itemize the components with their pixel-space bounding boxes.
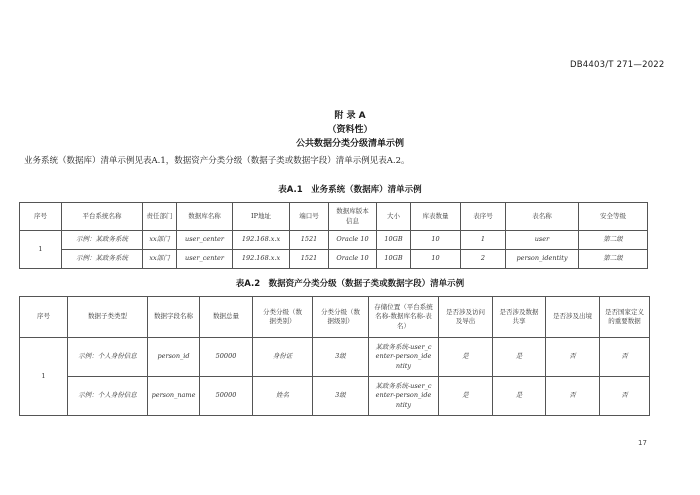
col-header: 是否涉及数据共享	[493, 297, 546, 338]
col-header: 库表数量	[411, 203, 461, 231]
db-name-cell: user_center	[177, 231, 233, 250]
col-header: 存储位置（平台系统名称-数据库名称-表名）	[369, 297, 439, 338]
table-no-cell: 2	[461, 250, 506, 269]
field-cell: person_name	[148, 377, 200, 416]
col-header: 表名称	[506, 203, 579, 231]
col-header: IP地址	[233, 203, 290, 231]
serial-cell: 1	[20, 231, 62, 269]
serial-cell: 1	[20, 338, 68, 416]
table-name-cell: user	[506, 231, 579, 250]
version-cell: Oracle 10	[329, 250, 377, 269]
grade-cell: 3级	[313, 338, 369, 377]
sharing-cell: 是	[493, 338, 546, 377]
col-header: 分类分级（数据类别）	[253, 297, 313, 338]
table-a2-caption: 表A.2 数据资产分类分级（数据子类或数据字段）清单示例	[235, 279, 465, 289]
system-cell: 示例：某政务系统	[62, 231, 143, 250]
grade-cell: 3级	[313, 377, 369, 416]
version-cell: Oracle 10	[329, 231, 377, 250]
appendix-subtitle: 公共数据分类分级清单示例	[295, 139, 404, 149]
col-header: 分类分级（数据级别）	[313, 297, 369, 338]
appendix-title: 附 录 A	[334, 111, 366, 121]
col-header: 数据库版本信息	[329, 203, 377, 231]
access-export-cell: 是	[439, 377, 493, 416]
table-no-cell: 1	[461, 231, 506, 250]
table-row	[20, 231, 648, 250]
level-cell: 第二级	[579, 231, 648, 250]
table-header-row	[20, 297, 650, 338]
col-header: 表序号	[461, 203, 506, 231]
col-header: 数据库名称	[177, 203, 233, 231]
col-header: 责任部门	[143, 203, 177, 231]
table-a1	[19, 202, 648, 269]
storage-cell: 某政务系统-user_center-person_identity	[369, 338, 439, 377]
table-row	[20, 250, 648, 269]
col-header: 平台系统名称	[62, 203, 143, 231]
subtype-cell: 示例：个人身份信息	[68, 338, 148, 377]
total-cell: 50000	[200, 338, 253, 377]
dept-cell: xx部门	[143, 231, 177, 250]
system-cell: 示例：某政务系统	[62, 250, 143, 269]
storage-cell: 某政务系统-user_center-person_identity	[369, 377, 439, 416]
table-header-row	[20, 203, 648, 231]
sharing-cell: 是	[493, 377, 546, 416]
table-count-cell: 10	[411, 231, 461, 250]
size-cell: 10GB	[377, 231, 411, 250]
cross-border-cell: 否	[546, 377, 600, 416]
col-header: 大小	[377, 203, 411, 231]
category-cell: 姓名	[253, 377, 313, 416]
level-cell: 第二级	[579, 250, 648, 269]
ip-cell: 192.168.x.x	[233, 231, 290, 250]
size-cell: 10GB	[377, 250, 411, 269]
col-header: 是否涉及出境	[546, 297, 600, 338]
table-row	[20, 338, 650, 377]
document-id: DB4403/T 271—2022	[570, 60, 665, 70]
ip-cell: 192.168.x.x	[233, 250, 290, 269]
access-export-cell: 是	[439, 338, 493, 377]
cross-border-cell: 否	[546, 338, 600, 377]
col-header: 端口号	[290, 203, 329, 231]
col-header: 是否涉及访问及导出	[439, 297, 493, 338]
col-header: 数据总量	[200, 297, 253, 338]
table-row	[20, 377, 650, 416]
port-cell: 1521	[290, 231, 329, 250]
col-header: 序号	[20, 203, 62, 231]
col-header: 数据字段名称	[148, 297, 200, 338]
db-name-cell: user_center	[177, 250, 233, 269]
subtype-cell: 示例：个人身份信息	[68, 377, 148, 416]
page-number: 17	[638, 439, 647, 447]
category-cell: 身份证	[253, 338, 313, 377]
table-a1-caption: 表A.1 业务系统（数据库）清单示例	[278, 185, 422, 195]
col-header: 安全等级	[579, 203, 648, 231]
col-header: 数据子类类型	[68, 297, 148, 338]
appendix-nature: （资料性）	[327, 125, 373, 135]
port-cell: 1521	[290, 250, 329, 269]
important-data-cell: 否	[600, 338, 650, 377]
table-a2	[19, 296, 650, 416]
total-cell: 50000	[200, 377, 253, 416]
field-cell: person_id	[148, 338, 200, 377]
table-name-cell: person_identity	[506, 250, 579, 269]
important-data-cell: 否	[600, 377, 650, 416]
col-header: 序号	[20, 297, 68, 338]
table-count-cell: 10	[411, 250, 461, 269]
col-header: 是否国家定义的重要数据	[600, 297, 650, 338]
dept-cell: xx部门	[143, 250, 177, 269]
intro-paragraph: 业务系统（数据库）清单示例见表A.1，数据资产分类分级（数据子类或数据字段）清单示例见表A.2。	[24, 156, 410, 166]
